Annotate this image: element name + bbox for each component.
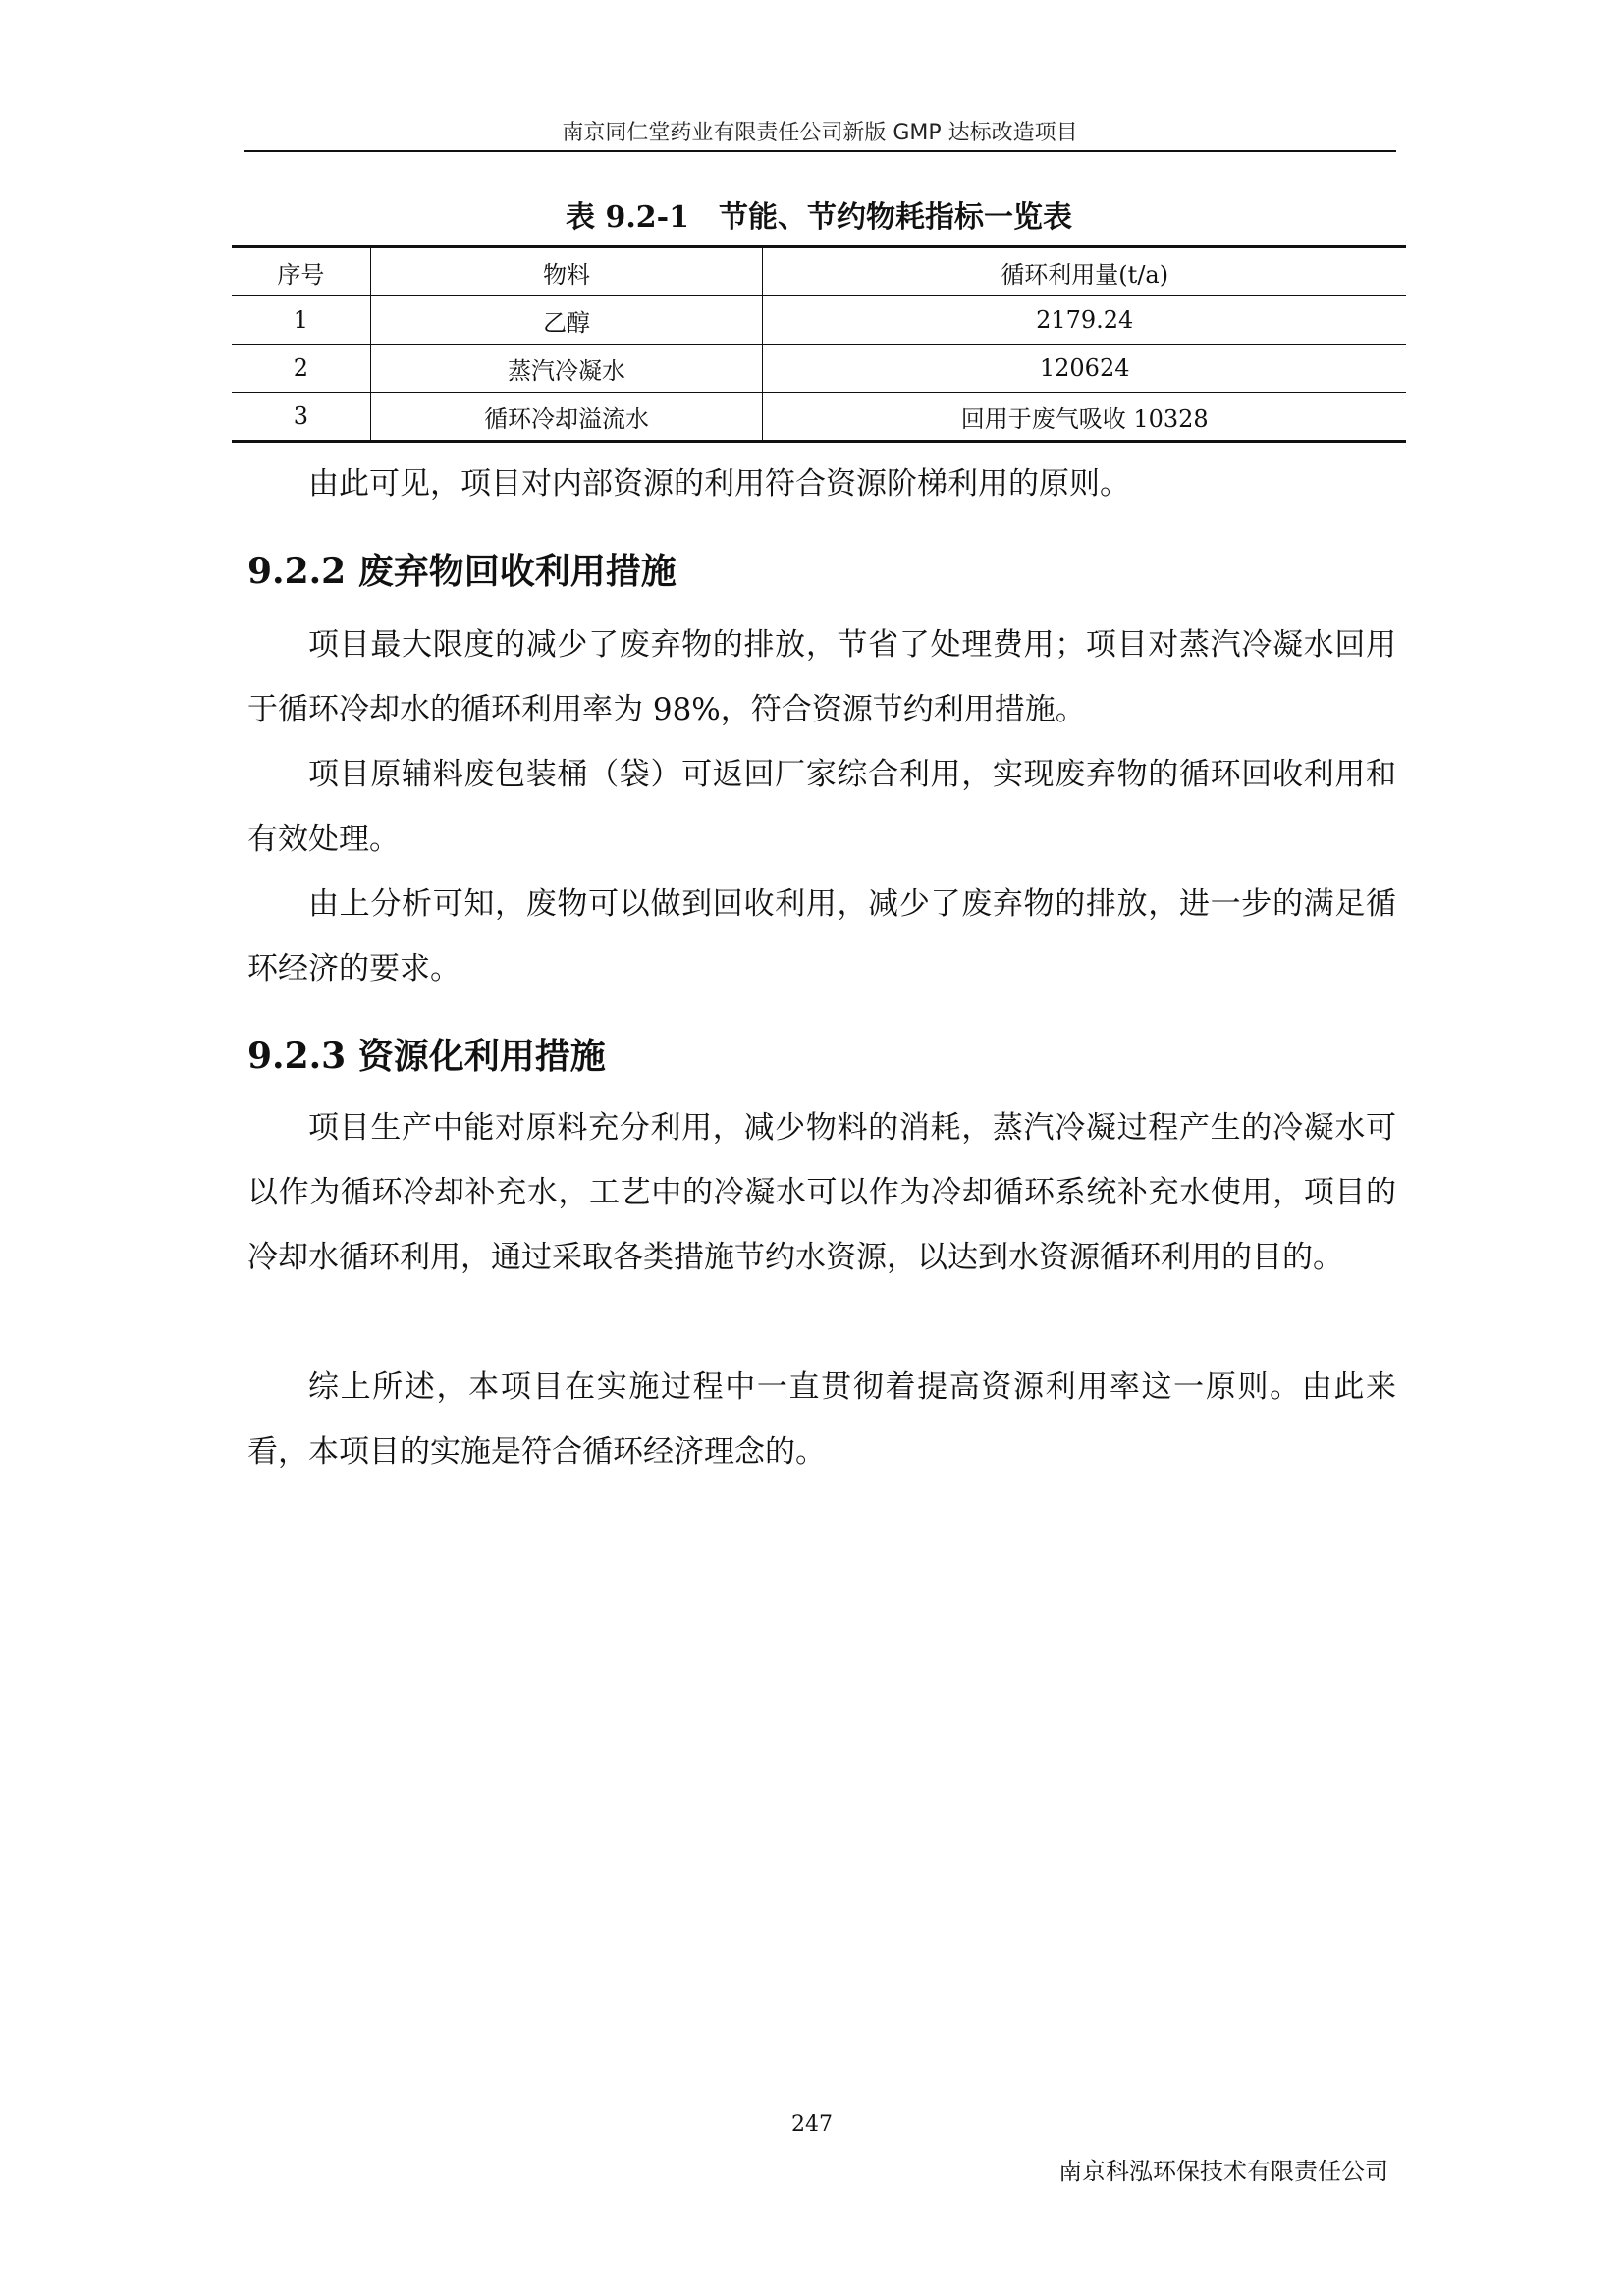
footer-organization: 南京科泓环保技术有限责任公司 [1058,2158,1388,2185]
paragraph: 由上分析可知，废物可以做到回收利用，减少了废弃物的排放，进一步的满足循环经济的要求。 [247,886,1396,987]
section-heading-9-2-2: 9.2.2 废弃物回收利用措施 [247,551,677,592]
section-heading-9-2-3: 9.2.3 资源化利用措施 [247,1036,606,1077]
table-cell: 2 [232,345,370,393]
table-cell: 蒸汽冷凝水 [370,345,763,393]
column-header-material: 物料 [370,247,763,296]
column-header-recycle-amount: 循环利用量(t/a) [763,247,1406,296]
page-header-title: 南京同仁堂药业有限责任公司新版 GMP 达标改造项目 [562,121,1078,145]
table-cell: 2179.24 [763,296,1406,345]
header-divider [244,150,1396,152]
table-row [232,393,1406,442]
energy-saving-table [232,245,1406,443]
table-row [232,345,1406,393]
table-cell: 回用于废气吸收 10328 [763,393,1406,442]
table-caption: 表 9.2-1 节能、节约物耗指标一览表 [566,200,1072,235]
table-cell: 3 [232,393,370,442]
paragraph: 综上所述，本项目在实施过程中一直贯彻着提高资源利用率这一原则。由此来看，本项目的实施是符合循环经济理念的。 [247,1369,1396,1469]
intro-paragraph: 由此可见，项目对内部资源的利用符合资源阶梯利用的原则。 [308,466,1130,502]
column-header-index: 序号 [232,247,370,296]
table-header-row [232,247,1406,296]
page-number: 247 [791,2112,833,2137]
table-cell: 乙醇 [370,296,763,345]
table-cell: 120624 [763,345,1406,393]
paragraph: 项目生产中能对原料充分利用，减少物料的消耗，蒸汽冷凝过程产生的冷凝水可以作为循环冷却补充水，工艺中的冷凝水可以作为冷却循环系统补充水使用，项目的冷却水循环利用，通过采取各类措施节约水资源，以达到水资源循环利用的目的。 [247,1110,1396,1275]
paragraph: 项目最大限度的减少了废弃物的排放，节省了处理费用；项目对蒸汽冷凝水回用于循环冷却水的循环利用率为 98%，符合资源节约利用措施。 [247,627,1396,727]
paragraph: 项目原辅料废包装桶（袋）可返回厂家综合利用，实现废弃物的循环回收利用和有效处理。 [247,757,1396,857]
table-cell: 1 [232,296,370,345]
table-row [232,296,1406,345]
table-cell: 循环冷却溢流水 [370,393,763,442]
